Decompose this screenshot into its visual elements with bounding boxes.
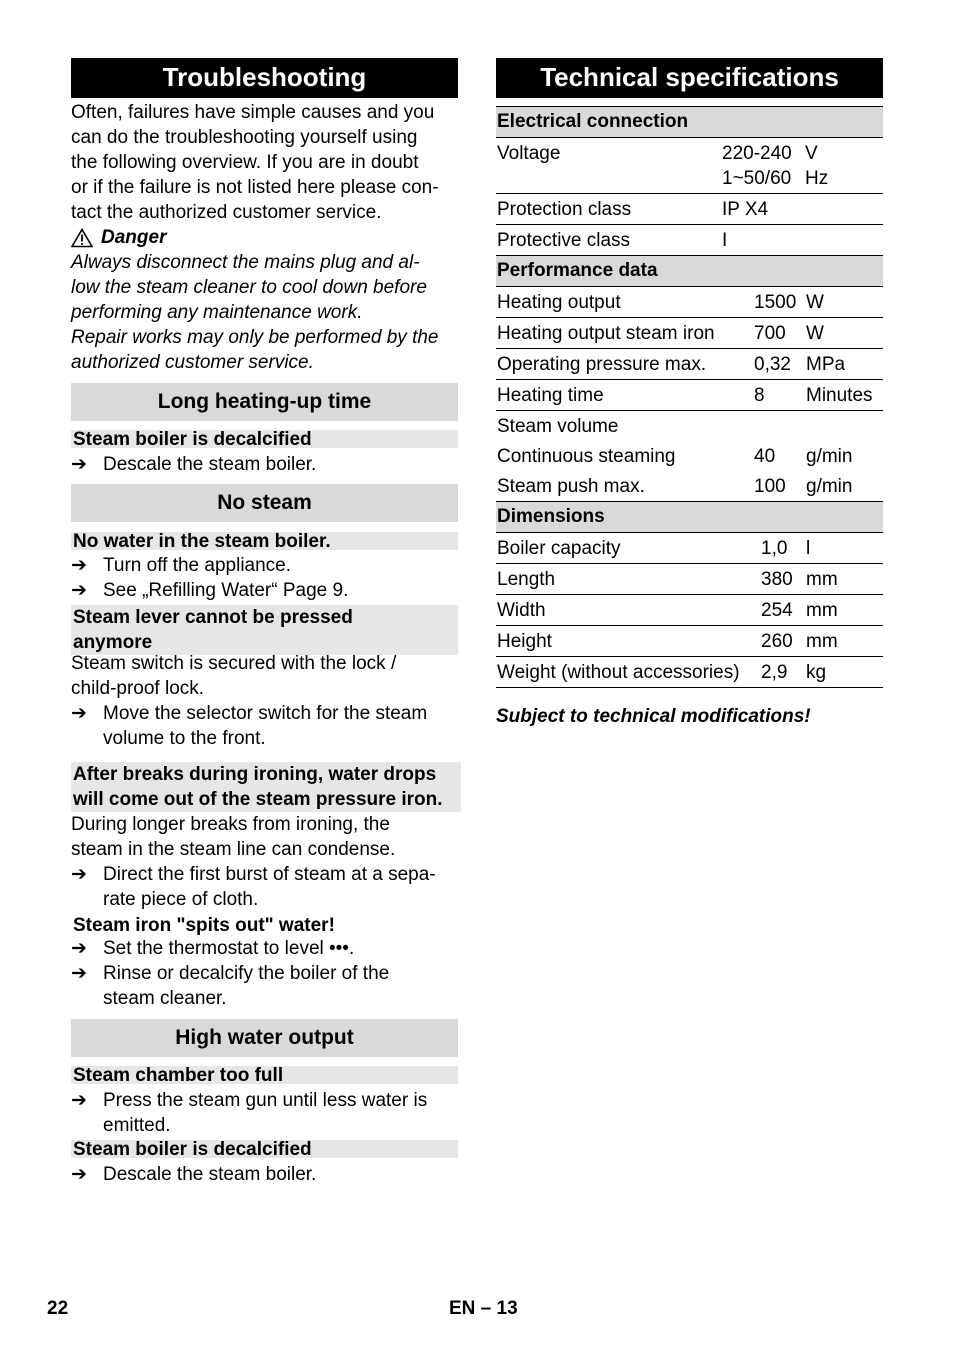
step-item <box>71 961 458 1011</box>
specs-title: Technical specifications <box>496 58 883 98</box>
spec-label: Width <box>497 600 546 621</box>
subheading-line: After breaks during ironing, water drops <box>73 764 437 785</box>
spec-row <box>496 471 883 502</box>
spec-value: 8 <box>754 385 765 406</box>
arrow-right-icon: ➔ <box>71 1090 87 1111</box>
spec-category-electrical: Electrical connection <box>496 107 883 138</box>
step-text: Descale the steam boiler. <box>103 1164 317 1185</box>
section-heading-no-steam: No steam <box>71 484 458 522</box>
spec-label: Protective class <box>497 230 631 251</box>
step-line: emitted. <box>103 1115 171 1136</box>
spec-category-performance: Performance data <box>496 256 883 287</box>
spec-value: 1500 <box>754 292 797 313</box>
step-item <box>71 452 458 477</box>
specs-footnote: Subject to technical modifications! <box>496 706 811 727</box>
step-text <box>103 701 427 751</box>
step-line: volume to the front. <box>103 728 266 749</box>
arrow-right-icon: ➔ <box>71 1164 87 1185</box>
step-item <box>71 701 458 751</box>
text-line: Steam switch is secured with the lock / <box>71 653 397 674</box>
step-line: rate piece of cloth. <box>103 889 259 910</box>
arrow-right-icon: ➔ <box>71 454 87 475</box>
step-line: Rinse or decalcify the boiler of the <box>103 963 390 984</box>
step-item <box>71 578 458 603</box>
spec-row-steam-volume <box>496 411 883 441</box>
subheading-steam-lever <box>71 605 458 655</box>
spec-row-voltage <box>496 138 883 194</box>
spec-value: 2,9 <box>761 662 788 683</box>
spec-label: Boiler capacity <box>497 538 621 559</box>
spec-row <box>496 287 883 318</box>
step-line: steam cleaner. <box>103 988 227 1009</box>
step-line: Press the steam gun until less water is <box>103 1090 428 1111</box>
subheading-line: anymore <box>73 632 153 653</box>
spec-value: IP X4 <box>722 199 769 220</box>
spec-value: 0,32 <box>754 354 791 375</box>
spec-value: 40 <box>754 446 776 467</box>
spec-row-protection <box>496 194 883 225</box>
spec-value-line: 1~50/60 <box>722 168 792 189</box>
intro-line: or if the failure is not listed here please con- <box>71 177 439 198</box>
spec-row <box>496 657 883 688</box>
danger-heading <box>71 225 458 250</box>
arrow-right-icon: ➔ <box>71 703 87 724</box>
step-text: Set the thermostat to level •••. <box>103 938 355 959</box>
step-text <box>103 961 389 1011</box>
spec-unit: mm <box>806 631 838 652</box>
spec-label: Continuous steaming <box>497 446 676 467</box>
danger-text <box>71 250 458 375</box>
spec-row <box>496 595 883 626</box>
danger-line: authorized customer service. <box>71 352 314 373</box>
text-line: child-proof lock. <box>71 678 205 699</box>
text-line: steam in the steam line can condense. <box>71 839 396 860</box>
arrow-right-icon: ➔ <box>71 864 87 885</box>
spec-unit-line: Hz <box>805 168 829 189</box>
spec-unit: MPa <box>806 354 846 375</box>
step-line: Move the selector switch for the steam <box>103 703 428 724</box>
spec-unit: mm <box>806 569 838 590</box>
subheading-spits-water: Steam iron "spits out" water! <box>73 915 335 936</box>
spec-value: 254 <box>761 600 793 621</box>
step-text <box>103 1088 427 1138</box>
section-heading-long-heating: Long heating-up time <box>71 383 458 421</box>
spec-unit: g/min <box>806 476 853 497</box>
arrow-right-icon: ➔ <box>71 963 87 984</box>
danger-line: Repair works may only be performed by the <box>71 327 439 348</box>
spec-unit: W <box>806 292 824 313</box>
spec-category-dimensions: Dimensions <box>496 502 883 533</box>
spec-row <box>496 441 883 471</box>
spec-label: Heating output <box>497 292 621 313</box>
step-item <box>71 936 458 961</box>
troubleshooting-column <box>71 58 458 1187</box>
spec-unit: l <box>806 538 811 559</box>
spec-row <box>496 380 883 411</box>
spec-row <box>496 318 883 349</box>
subheading-no-water: No water in the steam boiler. <box>71 532 458 550</box>
spec-table <box>496 106 883 688</box>
intro-line: the following overview. If you are in doubt <box>71 152 419 173</box>
arrow-right-icon: ➔ <box>71 938 87 959</box>
spec-unit: Minutes <box>806 385 873 406</box>
arrow-right-icon: ➔ <box>71 555 87 576</box>
spec-label: Voltage <box>497 143 561 164</box>
danger-line: low the steam cleaner to cool down before <box>71 277 427 298</box>
spec-value: 700 <box>754 323 786 344</box>
spec-value: 1,0 <box>761 538 788 559</box>
step-item <box>71 862 458 912</box>
spec-label: Heating output steam iron <box>497 323 715 344</box>
step-text: Descale the steam boiler. <box>103 454 317 475</box>
step-text: Turn off the appliance. <box>103 555 292 576</box>
arrow-right-icon: ➔ <box>71 580 87 601</box>
subheading-boiler-decalcified: Steam boiler is decalcified <box>71 1140 458 1158</box>
steam-lever-text <box>71 651 458 701</box>
spec-label: Weight (without accessories) <box>497 662 740 683</box>
spec-label: Steam volume <box>497 416 619 437</box>
step-text <box>103 862 436 912</box>
water-drops-text <box>71 812 458 862</box>
page-number: 22 <box>47 1298 69 1319</box>
section-heading-high-water: High water output <box>71 1019 458 1057</box>
spec-unit: kg <box>806 662 827 683</box>
spec-value: 100 <box>754 476 786 497</box>
spec-label: Length <box>497 569 556 590</box>
subheading-line: Steam lever cannot be pressed <box>73 607 353 628</box>
step-item <box>71 1162 458 1187</box>
danger-label: Danger <box>101 227 167 248</box>
spec-row <box>496 626 883 657</box>
intro-line: Often, failures have simple causes and you <box>71 102 435 123</box>
subheading-water-drops <box>71 762 461 812</box>
step-line: Direct the first burst of steam at a sepa- <box>103 864 436 885</box>
warning-triangle-icon <box>71 228 93 248</box>
step-item <box>71 1088 458 1138</box>
spec-unit-line: V <box>805 143 818 164</box>
spec-label: Height <box>497 631 552 652</box>
spec-value-line: 220-240 <box>722 143 792 164</box>
danger-line: performing any maintenance work. <box>71 302 363 323</box>
intro-line: tact the authorized customer service. <box>71 202 382 223</box>
spec-label: Heating time <box>497 385 604 406</box>
subheading-chamber-full: Steam chamber too full <box>71 1066 458 1084</box>
spec-label: Protection class <box>497 199 632 220</box>
step-item <box>71 553 458 578</box>
spec-value <box>722 141 805 191</box>
spec-unit: g/min <box>806 446 853 467</box>
troubleshooting-title: Troubleshooting <box>71 58 458 98</box>
spec-value: I <box>722 230 728 251</box>
subheading-line: will come out of the steam pressure iron. <box>73 789 443 810</box>
intro-line: can do the troubleshooting yourself using <box>71 127 418 148</box>
spec-label: Steam push max. <box>497 476 645 497</box>
specifications-column <box>496 58 883 728</box>
danger-line: Always disconnect the mains plug and al- <box>71 252 420 273</box>
spec-row <box>496 533 883 564</box>
spec-value: 380 <box>761 569 793 590</box>
spec-row <box>496 564 883 595</box>
spec-row-protective <box>496 225 883 256</box>
spec-value: 260 <box>761 631 793 652</box>
page-id: EN – 13 <box>449 1298 518 1319</box>
troubleshooting-intro <box>71 100 458 225</box>
spec-label: Operating pressure max. <box>497 354 707 375</box>
step-text: See „Refilling Water“ Page 9. <box>103 580 349 601</box>
spec-unit: mm <box>806 600 838 621</box>
spec-row <box>496 349 883 380</box>
spec-unit <box>805 141 883 191</box>
text-line: During longer breaks from ironing, the <box>71 814 390 835</box>
spec-unit: W <box>806 323 824 344</box>
subheading-boiler-decalcified: Steam boiler is decalcified <box>71 430 458 448</box>
